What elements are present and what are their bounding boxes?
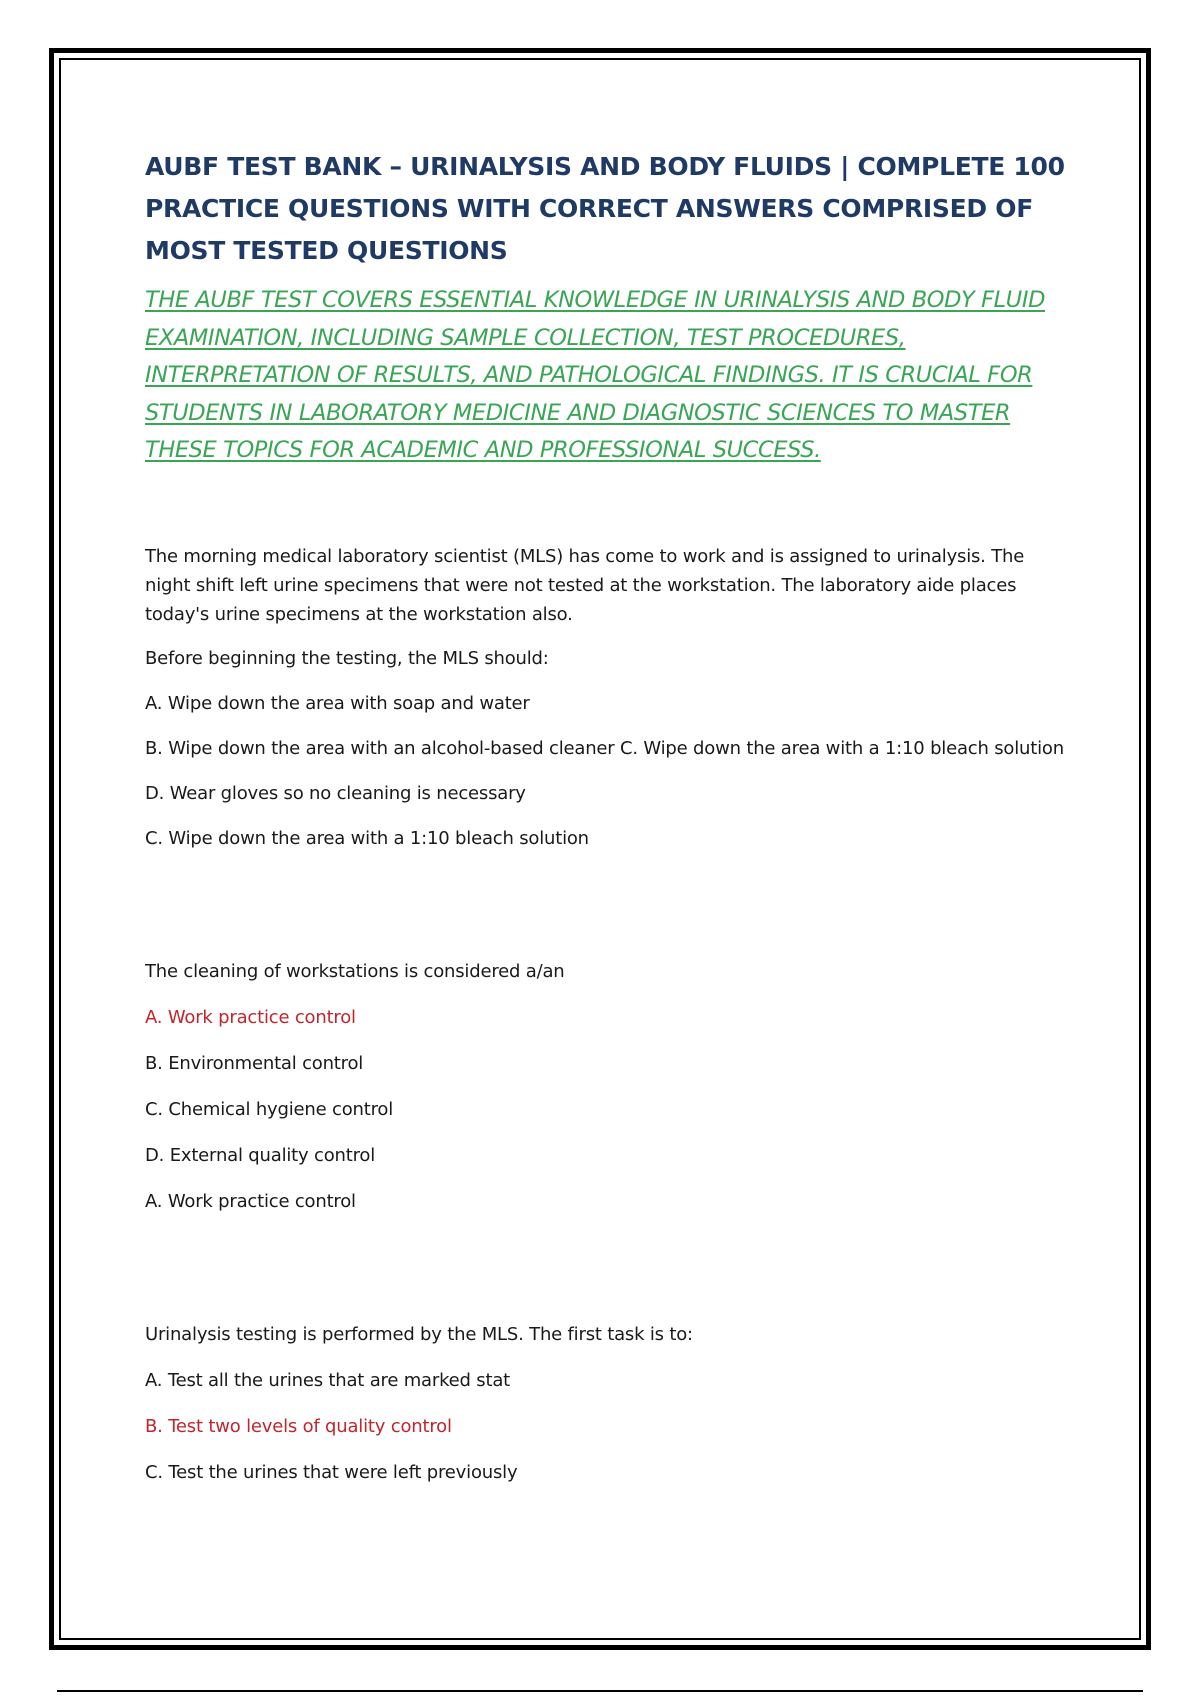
answer-option: B. Environmental control (145, 1052, 364, 1074)
question-prompt: Before beginning the testing, the MLS should: (145, 647, 549, 669)
question-1 (145, 542, 1065, 853)
answer-option: D. External quality control (145, 1144, 375, 1166)
footer-rule (57, 1690, 1143, 1692)
answer-option-correct: A. Work practice control (145, 1006, 356, 1028)
answer-option: B. Wipe down the area with an alcohol-based cleaner C. Wipe down the area with a 1:10 bleach solution (145, 737, 1064, 759)
document-intro: THE AUBF TEST COVERS ESSENTIAL KNOWLEDGE IN URINALYSIS AND BODY FLUID EXAMINATION, INCLUDING SAMPLE COLLECTION, TEST PROCEDURES, INTERPRETATION OF RESULTS, AND PATHOLOGICAL FINDINGS. IT IS CRUCIAL FOR STUDENTS IN LABORATORY MEDICINE AND DIAGNOSTIC SCIENCES TO MASTER THESE TOPICS FOR ACADEMIC AND PROFESSIONAL SUCCESS. (145, 287, 1045, 463)
document-title: AUBF TEST BANK – URINALYSIS AND BODY FLUIDS | COMPLETE 100 PRACTICE QUESTIONS WITH CORRECT ANSWERS COMPRISED OF MOST TESTED QUESTIONS (145, 152, 1065, 265)
question-prompt: Urinalysis testing is performed by the MLS. The first task is to: (145, 1323, 693, 1345)
question-prompt: The cleaning of workstations is considered a/an (145, 960, 565, 982)
question-3 (145, 1320, 1065, 1487)
answer-option: C. Chemical hygiene control (145, 1098, 394, 1120)
answer-key: C. Wipe down the area with a 1:10 bleach solution (145, 827, 589, 849)
answer-option: A. Wipe down the area with soap and water (145, 692, 530, 714)
answer-option-correct: B. Test two levels of quality control (145, 1415, 452, 1437)
page-content (145, 146, 1065, 1487)
answer-option: A. Test all the urines that are marked stat (145, 1369, 511, 1391)
answer-option: D. Wear gloves so no cleaning is necessary (145, 782, 526, 804)
answer-key: A. Work practice control (145, 1190, 356, 1212)
answer-option: C. Test the urines that were left previously (145, 1461, 518, 1483)
question-2 (145, 957, 1065, 1216)
question-stem: The morning medical laboratory scientist (MLS) has come to work and is assigned to urinalysis. The night shift left urine specimens that were not tested at the workstation. The laboratory aide places today's urine specimens at the workstation also. (145, 545, 1025, 625)
